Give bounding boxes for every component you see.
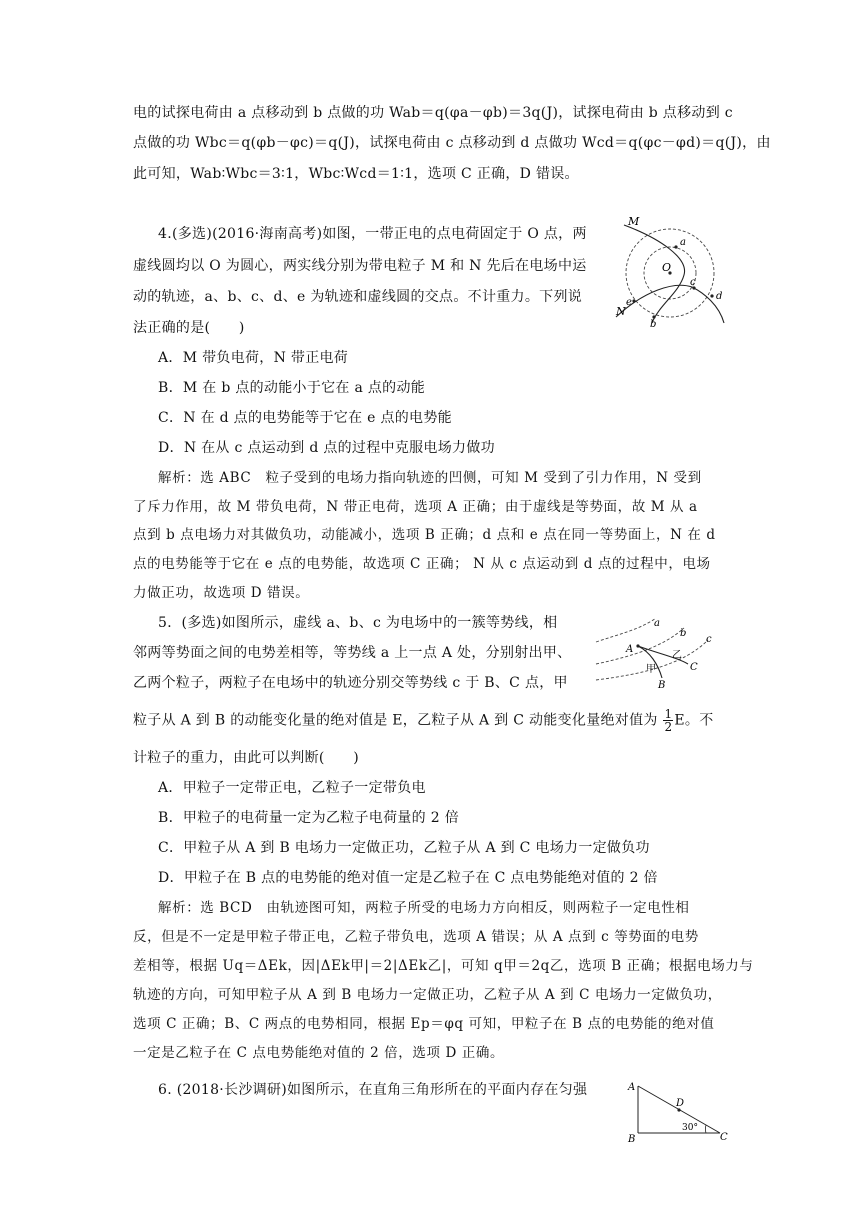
q5-fraction-numerator: 1: [664, 707, 673, 721]
q5-label-jia: 甲: [646, 664, 656, 675]
q6-label-angle: 30°: [682, 1123, 698, 1133]
q4-stem-line-4: 法正确的是( ): [133, 320, 245, 336]
q5-fraction-denominator: 2: [664, 720, 673, 734]
q6-figure: [622, 1078, 732, 1148]
q5-label-c-line: c: [706, 634, 712, 645]
intro-line-3: 此可知，Wab∶Wbc＝3∶1，Wbc∶Wcd＝1∶1，选项 C 正确，D 错误。: [133, 166, 579, 182]
q4-figure: [604, 213, 734, 333]
q4-label-n: N: [616, 305, 626, 318]
q4-stem-line-2: 虚线圆均以 O 为圆心，两实线分别为带电粒子 M 和 N 先后在电场中运: [133, 258, 587, 274]
q4-solution-line-3: 点到 b 点电场力对其做负功，动能减小，选项 B 正确；d 点和 e 点在同一等势面上，N 在 d: [133, 527, 716, 543]
q5-stem-line-3: 乙两个粒子，两粒子在电场中的轨迹分别交等势线 c 于 B、C 点，甲: [133, 675, 568, 691]
q4-option-d: D．N 在从 c 点运动到 d 点的过程中克服电场力做功: [158, 440, 495, 456]
q4-point-d: [710, 294, 713, 297]
q5-stem-line-4-end: E。不: [674, 712, 714, 729]
q4-point-e: [632, 299, 635, 302]
q5-solution-line-1: 解析：选 BCD 由轨迹图可知，两粒子所受的电场力方向相反，则两粒子一定电性相: [158, 900, 690, 916]
intro-line-1: 电的试探电荷由 a 点移动到 b 点做的功 Wab＝q(φa－φb)＝3q(J)，试探电荷由 b 点移动到 c: [133, 105, 733, 121]
q6-label-b: B: [628, 1134, 636, 1145]
q4-option-b: B．M 在 b 点的动能小于它在 a 点的动能: [158, 380, 426, 396]
q5-option-b: B．甲粒子的电荷量一定为乙粒子电荷量的 2 倍: [158, 810, 459, 826]
q5-solution-line-6: 一定是乙粒子在 C 点电势能绝对值的 2 倍，选项 D 正确。: [133, 1045, 505, 1061]
q5-stem-line-4-text: 粒子从 A 到 B 的动能变化量的绝对值是 E，乙粒子从 A 到 C 动能变化量绝对值为: [133, 712, 658, 729]
q4-solution-line-5: 力做正功，故选项 D 错误。: [133, 585, 310, 601]
q4-label-c: c: [690, 277, 696, 288]
q4-label-a: a: [680, 237, 686, 248]
q5-fraction: [663, 708, 673, 733]
q5-option-d: D．甲粒子在 B 点的电势能的绝对值一定是乙粒子在 C 点电势能绝对值的 2 倍: [158, 870, 658, 886]
q4-label-e: e: [626, 297, 632, 308]
q6-angle-arc: [705, 1125, 706, 1133]
q4-solution-line-1: 解析：选 ABC 粒子受到的电场力指向轨迹的凹侧，可知 M 受到了引力作用，N 受到: [158, 470, 702, 486]
q5-stem-line-1: 5．(多选)如图所示，虚线 a、b、c 为电场中的一簇等势线，相: [158, 615, 558, 631]
q5-solution-line-5: 选项 C 正确；B、C 两点的电势相同，根据 Ep＝φq 可知，甲粒子在 B 点的电势能的绝对值: [133, 1016, 715, 1032]
q5-label-yi: 乙: [672, 650, 682, 661]
q5-option-a: A．甲粒子一定带正电，乙粒子一定带负电: [158, 780, 426, 796]
q5-stem-line-2: 邻两等势面之间的电势差相等，等势线 a 上一点 A 处，分别射出甲、: [133, 645, 572, 661]
q4-trajectory-m: [624, 225, 685, 323]
q4-solution-line-4: 点的电势能等于它在 e 点的电势能，故选项 C 正确； N 从 c 点运动到 d 点的过程中，电场: [133, 556, 711, 572]
q5-stem-line-4: [133, 708, 714, 733]
q5-option-c: C．甲粒子从 A 到 B 电场力一定做正功，乙粒子从 A 到 C 电场力一定做负功: [158, 840, 650, 856]
q6-stem-line-1: 6. (2018·长沙调研)如图所示，在直角三角形所在的平面内存在匀强: [158, 1082, 588, 1098]
q5-equipotential-a: [596, 618, 656, 642]
q5-solution-line-3: 差相等，根据 Uq＝ΔEk，因|ΔEk甲|＝2|ΔEk乙|，可知 q甲＝2q乙，选项 B 正确；根据电场力与: [133, 958, 754, 974]
q4-stem-line-1: 4.(多选)(2016·海南高考)如图，一带正电的点电荷固定于 O 点，两: [158, 226, 587, 242]
q5-solution-line-2: 反，但是不一定是甲粒子带正电，乙粒子带负电，选项 A 错误；从 A 点到 c 等势面的电势: [133, 929, 699, 945]
q5-label-b-line: b: [680, 628, 687, 639]
q4-option-c: C．N 在 d 点的电势能等于它在 e 点的电势能: [158, 410, 452, 426]
q5-point-a: [636, 644, 639, 647]
q4-solution-line-2: 了斥力作用，故 M 带负电荷，N 带正电荷，选项 A 正确；由于虚线是等势面，故 M 从 a: [133, 499, 698, 515]
q5-solution-line-4: 轨迹的方向，可知甲粒子从 A 到 B 电场力一定做正功，乙粒子从 A 到 C 电场力一定做负功，: [133, 987, 722, 1003]
q4-stem-line-3: 动的轨迹，a、b、c、d、e 为轨迹和虚线圆的交点。不计重力。下列说: [133, 289, 583, 305]
intro-line-2: 点做的功 Wbc＝q(φb－φc)＝q(J)，试探电荷由 c 点移动到 d 点做功 Wcd＝q(φc－φd)＝q(J)，由: [133, 135, 771, 151]
q4-label-d: d: [716, 291, 723, 302]
q5-label-point-b: B: [658, 680, 666, 691]
q6-label-a: A: [628, 1082, 636, 1093]
q6-label-d: D: [676, 1098, 685, 1109]
q4-label-o: O: [662, 261, 672, 274]
q5-label-point-a: A: [626, 644, 634, 655]
q5-label-point-c: C: [690, 662, 698, 673]
q5-equipotential-b: [596, 628, 687, 664]
q4-label-b: b: [650, 319, 657, 330]
q5-stem-line-5: 计粒子的重力，由此可以判断( ): [133, 750, 360, 766]
q4-label-m: M: [628, 215, 640, 228]
q5-label-a-line: a: [654, 618, 660, 629]
q5-figure: [594, 612, 724, 692]
q4-trajectory-n: [616, 285, 724, 323]
q4-point-a: [674, 245, 677, 248]
q6-label-c: C: [720, 1132, 728, 1143]
q4-option-a: A．M 带负电荷，N 带正电荷: [158, 350, 349, 366]
